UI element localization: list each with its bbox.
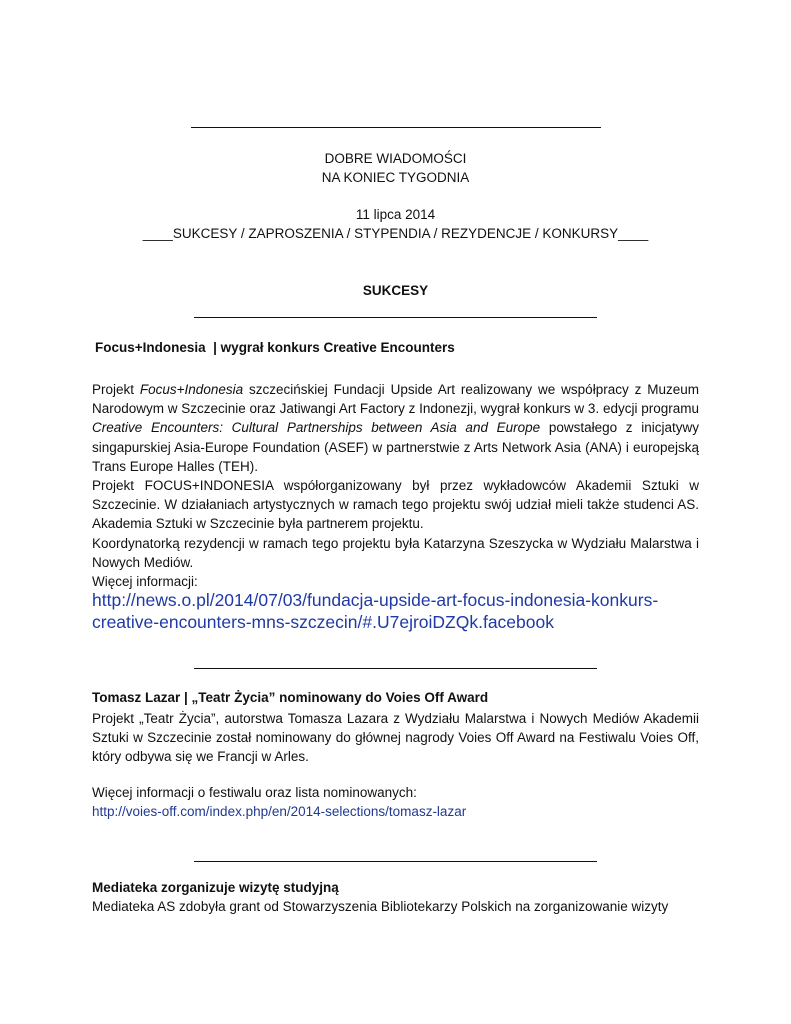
article-1-link-line-2[interactable]: creative-encounters-mns-szczecin/#.U7ejroiDZQk.facebook xyxy=(92,612,554,632)
article-3-heading: Mediateka zorganizuje wizytę studyjną xyxy=(92,880,339,895)
article-2-heading: Tomasz Lazar | „Teatr Życia” nominowany do Voies Off Award xyxy=(92,690,489,705)
separator-3 xyxy=(194,861,597,862)
article-1-paragraph-3: Koordynatorką rezydencji w ramach tego projektu była Katarzyna Szeszycka w Wydziału Malarstwa i Nowych Mediów. xyxy=(92,535,699,570)
section-separator xyxy=(194,317,597,318)
article-2-link[interactable]: http://voies-off.com/index.php/en/2014-selections/tomasz-lazar xyxy=(92,804,467,819)
article-2-paragraph-1: Projekt „Teatr Życia”, autorstwa Tomasza Lazara z Wydziału Malarstwa i Nowych Mediów Akademii Sztuki w Szczecinie został nominowany do głównej nagrody Voies Off Award na Festiwalu Voies Off, który odbywa się we Francji w Arles. xyxy=(92,711,699,765)
top-separator xyxy=(191,127,601,128)
article-1-paragraph-1: Projekt Focus+Indonesia szczecińskiej Fundacji Upside Art realizowany we współpracy z Muzeum Narodowym w Szczecinie oraz Jatiwangi Art Factory z Indonezji, wygrał konkurs w 3. edycji programu Creative Encounters: Cultural Partnerships between Asia and Europe powstałego z inicjatywy singapurskiej Asia-Europe Foundation (ASEF) w partnerstwie z Arts Network Asia (ANA) i europejską Trans Europe Halles (TEH). xyxy=(92,382,699,474)
separator-2 xyxy=(194,668,597,669)
article-1-paragraph-2: Projekt FOCUS+INDONESIA współorganizowany był przez wykładowców Akademii Sztuki w Szczecinie. W działaniach artystycznych w ramach tego projektu swój udział mieli także studenci AS. Akademia Sztuki w Szczecinie była partnerem projektu. xyxy=(92,478,699,532)
title-line-2: NA KONIEC TYGODNIA xyxy=(321,170,470,185)
title-line-1: DOBRE WIADOMOŚCI xyxy=(324,151,467,166)
date: 11 lipca 2014 xyxy=(355,207,436,222)
article-3-paragraph-1: Mediateka AS zdobyła grant od Stowarzyszenia Bibliotekarzy Polskich na zorganizowanie wizyty xyxy=(92,899,669,914)
article-2-body xyxy=(92,709,699,767)
article-1-link[interactable] xyxy=(92,589,712,633)
article-1-body xyxy=(92,380,699,591)
article-1-more-label: Więcej informacji: xyxy=(92,574,198,590)
article-1-link-line-1[interactable]: http://news.o.pl/2014/07/03/fundacja-upside-art-focus-indonesia-konkurs- xyxy=(92,590,659,610)
article-2-more-label: Więcej informacji o festiwalu oraz lista nominowanych: xyxy=(92,785,417,800)
section-title: SUKCESY xyxy=(362,283,429,298)
categories-line: ____SUKCESY / ZAPROSZENIA / STYPENDIA / REZYDENCJE / KONKURSY____ xyxy=(142,226,649,241)
article-1-heading: Focus+Indonesia | wygrał konkurs Creative Encounters xyxy=(95,340,455,355)
